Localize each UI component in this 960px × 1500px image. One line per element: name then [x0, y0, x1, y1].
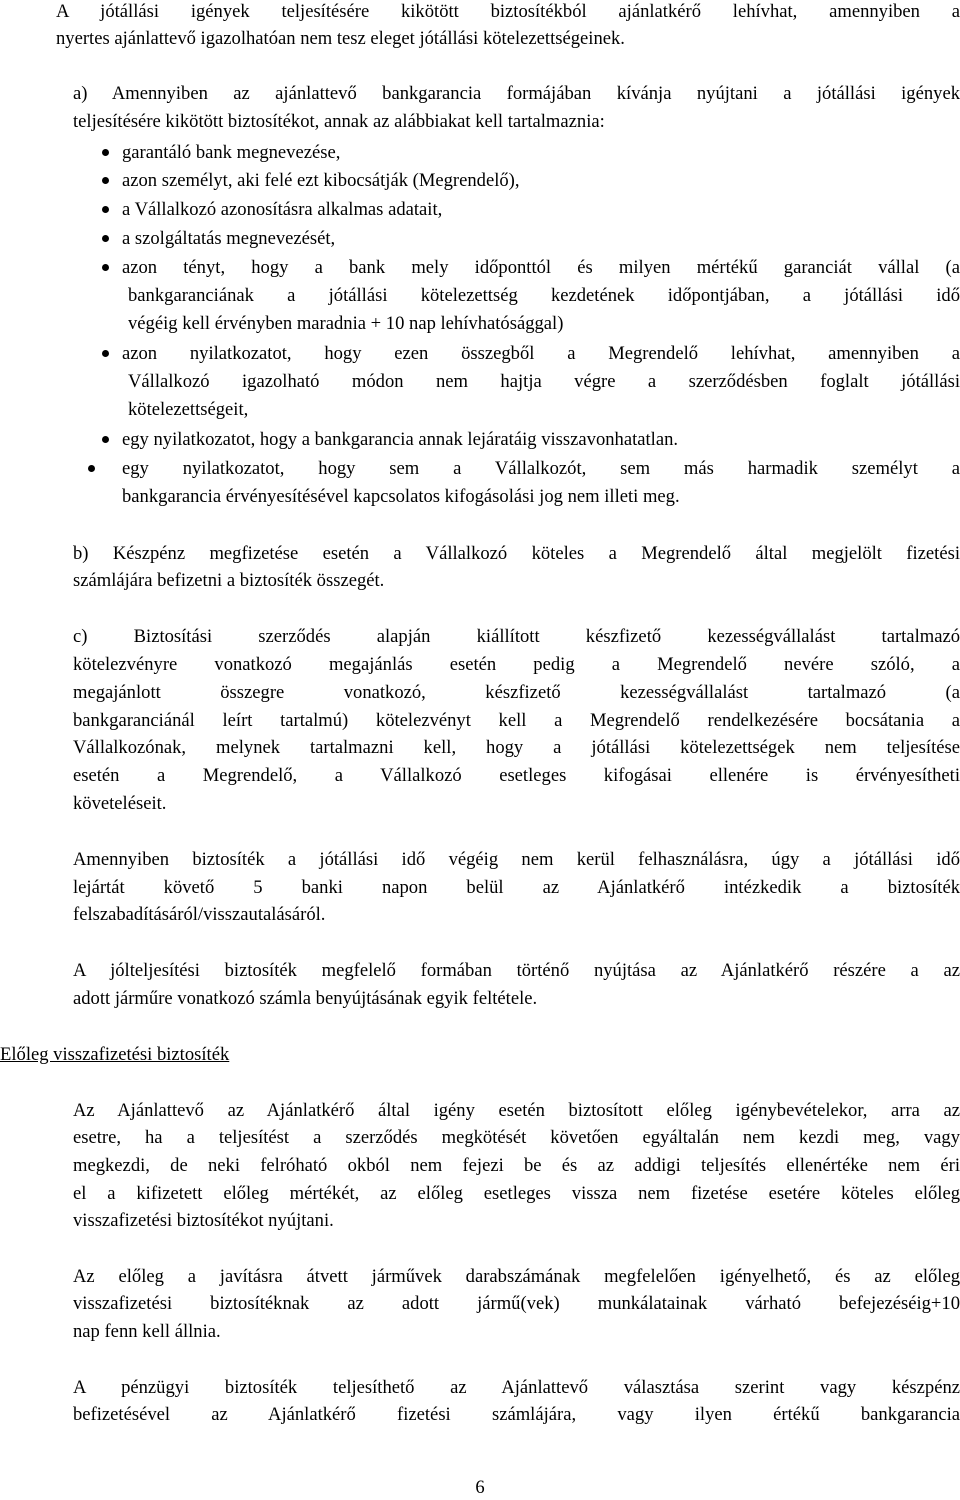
text-line: Az előleg a javításra átvett járművek darabszámának megfelelően igényelhető, és az előleg	[73, 1266, 960, 1287]
text-line: nyertes ajánlattevő igazolhatóan nem tesz eleget jótállási kötelezettségeinek.	[56, 28, 625, 49]
text-line: teljesítésére kikötött biztosítékot, annak az alábbiakat kell tartalmaznia:	[73, 111, 605, 132]
text-line: visszafizetési biztosítékot nyújtani.	[73, 1210, 334, 1231]
list-item-text: azon személyt, aki felé ezt kibocsátják (Megrendelő),	[122, 170, 520, 191]
page-number: 6	[475, 1477, 485, 1498]
text-line: kötelezvényre vonatkozó megajánlás esetén pedig a Megrendelő nevére szóló, a	[73, 654, 960, 675]
text-line: bankgaranciánál leírt tartalmú) kötelezvényt kell a Megrendelő rendelkezésére bocsátania a	[73, 710, 960, 731]
bullet-icon	[88, 465, 95, 472]
text-line: követeléseit.	[73, 793, 167, 814]
text-line: megkezdi, de neki felróható okból nem fejezi be és az addigi teljesítés ellenértéke nem éri	[73, 1155, 960, 1176]
text-line: lejártát követő 5 banki napon belül az Ajánlatkérő intézkedik a biztosíték	[73, 877, 960, 898]
text-line: Vállalkozónak, melynek tartalmazni kell, hogy a jótállási kötelezettségek nem teljesítése	[73, 737, 960, 758]
text-line: nap fenn kell állnia.	[73, 1321, 221, 1342]
text-line: befizetésével az Ajánlatkérő fizetési számlájára, vagy ilyen értékű bankgarancia	[73, 1404, 960, 1425]
list-item-text: azon tényt, hogy a bank mely időponttól és milyen mértékű garanciát vállal (a	[122, 257, 960, 278]
bullet-icon	[102, 235, 109, 242]
text-line: A jólteljesítési biztosíték megfelelő formában történő nyújtása az Ajánlatkérő részére a az	[73, 960, 960, 981]
bullet-icon	[102, 350, 109, 357]
text-line: megajánlott összegre vonatkozó, készfizető kezességvállalást tartalmazó (a	[73, 682, 960, 703]
text-line: esetén a Megrendelő, a Vállalkozó esetleges kifogásai ellenére is érvényesítheti	[73, 765, 960, 786]
list-item-text: a szolgáltatás megnevezését,	[122, 228, 336, 249]
text-line: esetre, ha a teljesítést a szerződés megkötését követően egyáltalán nem kezdi meg, vagy	[73, 1127, 960, 1148]
list-item-text: garantáló bank megnevezése,	[122, 142, 341, 163]
bullet-icon	[102, 149, 109, 156]
bullet-icon	[102, 264, 109, 271]
text-line: A jótállási igények teljesítésére kikötött biztosítékból ajánlatkérő lehívhat, amennyiben a	[56, 1, 960, 22]
list-item-text: azon nyilatkozatot, hogy ezen összegből a Megrendelő lehívhat, amennyiben a	[122, 343, 960, 364]
text-line: számlájára befizetni a biztosíték összegét.	[73, 570, 385, 591]
text-line: c) Biztosítási szerződés alapján kiállított készfizető kezességvállalást tartalmazó	[73, 626, 960, 647]
text-line: A pénzügyi biztosíték teljesíthető az Ajánlattevő választása szerint vagy készpénz	[73, 1377, 960, 1398]
list-item-text: kötelezettségeit,	[128, 399, 249, 420]
list-item-text: egy nyilatkozatot, hogy a bankgarancia annak lejáratáig visszavonhatatlan.	[122, 429, 679, 450]
bullet-icon	[102, 206, 109, 213]
text-line: adott járműre vonatkozó számla benyújtásának egyik feltétele.	[73, 988, 538, 1009]
text-line: Az Ajánlattevő az Ajánlatkérő által igény esetén biztosított előleg igénybevételekor, arra az	[73, 1100, 960, 1121]
text-line: b) Készpénz megfizetése esetén a Vállalkozó köteles a Megrendelő által megjelölt fizetési	[73, 543, 960, 564]
text-line: el a kifizetett előleg mértékét, az előleg esetleges vissza nem fizetése esetére köteles előleg	[73, 1183, 960, 1204]
list-item-text: egy nyilatkozatot, hogy sem a Vállalkozót, sem más harmadik személyt a	[122, 458, 960, 479]
list-item-text: a Vállalkozó azonosításra alkalmas adatait,	[122, 199, 443, 220]
list-item-text: bankgarancia érvényesítésével kapcsolatos kifogásolási jog nem illeti meg.	[122, 486, 680, 507]
text-line: felszabadításáról/visszautalásáról.	[73, 904, 326, 925]
text-line: visszafizetési biztosítéknak az adott jármű(vek) munkálatainak várható befejezéséig+10	[73, 1293, 960, 1314]
text-line: Amennyiben biztosíték a jótállási idő végéig nem kerül felhasználásra, úgy a jótállási idő	[73, 849, 960, 870]
list-item-text: végéig kell érvényben maradnia + 10 nap lehívhatósággal)	[128, 313, 564, 334]
section-heading: Előleg visszafizetési biztosíték	[0, 1044, 230, 1065]
list-item-text: Vállalkozó igazolható módon nem hajtja végre a szerződésben foglalt jótállási	[128, 371, 960, 392]
text-line: a) Amennyiben az ajánlattevő bankgarancia formájában kívánja nyújtani a jótállási igények	[73, 83, 960, 104]
bullet-icon	[102, 436, 109, 443]
bullet-icon	[102, 177, 109, 184]
list-item-text: bankgaranciának a jótállási kötelezettség kezdetének időpontjában, a jótállási idő	[128, 285, 960, 306]
